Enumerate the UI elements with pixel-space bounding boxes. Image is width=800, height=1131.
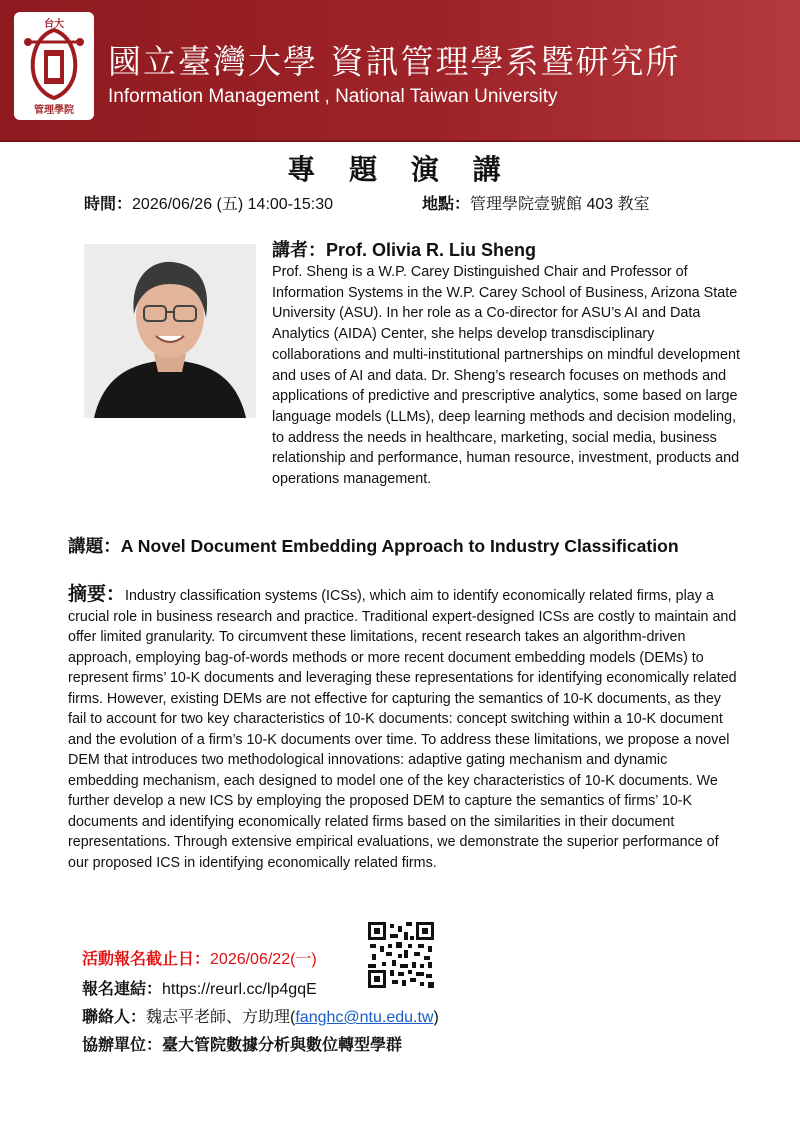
link-value[interactable]: https://reurl.cc/lp4gqE xyxy=(162,981,317,998)
event-time xyxy=(84,191,333,214)
speaker-label: 講者： xyxy=(272,240,326,261)
coorganizer-value: 臺大管院數據分析與數位轉型學群 xyxy=(162,1035,403,1054)
topic-title: A Novel Document Embedding Approach to Industry Classification xyxy=(120,536,679,556)
coorganizer-label: 協辦單位： xyxy=(82,1035,163,1054)
speaker-name xyxy=(272,236,536,262)
contact-names: 魏志平老師、方助理( xyxy=(146,1009,296,1026)
department-title-zh: 國立臺灣大學 資訊管理學系暨研究所 xyxy=(108,42,681,81)
time-label: 時間： xyxy=(84,194,133,213)
abstract xyxy=(68,584,740,873)
header-divider xyxy=(0,140,800,142)
logo-bottom-text: 管理學院 xyxy=(34,105,74,116)
registration-deadline xyxy=(82,946,317,969)
link-label: 報名連結： xyxy=(82,979,163,998)
logo-top-text: 台大 xyxy=(44,19,64,30)
contact-close: ) xyxy=(433,1009,439,1026)
location-value: 管理學院壹號館 403 教室 xyxy=(470,196,650,213)
college-seal-logo xyxy=(14,12,94,120)
deadline-value: 2026/06/22(一) xyxy=(210,951,317,968)
time-value: 2026/06/26 (五) 14:00-15:30 xyxy=(132,196,334,213)
abstract-text: Industry classification systems (ICSs), which aim to identify economically related firms, play a crucial role in business research and practice. Traditional expert-designed ICSs are costly to maintain and offer limited granularity. To circumvent these limitations, recent research takes an algorithm-driven approach, employing bag-of-words methods or more recent document embedding models (DEMs) to represent firms’ 10-K documents and leveraging these representations for identifying economically related firms. However, existing DEMs are not effective for capturing the semantics of 10-K documents, as they fail to account for two key characteristics of 10-K documents: concept switching within a 10-K document and the evolution of a firm’s 10-K documents over time. To address these limitations, we propose a novel DEM that introduces two methodological innovations: adaptive gating mechanism and dynamic embedding mechanism, each designed to model one of the key characteristics of 10-K documents. We further develop a new ICS by employing the proposed DEM to capture the semantics of firms’ 10-K documents and identifying economically related firms based on the similarities in their document representations. Through extensive empirical evaluations, we demonstrate the superior performance of our proposed ICS in identifying economically related firms. xyxy=(68,588,737,871)
location-label: 地點： xyxy=(422,194,471,213)
topic-label: 講題： xyxy=(68,536,121,557)
header-banner xyxy=(0,0,800,140)
registration-link xyxy=(82,976,317,999)
event-title: 專 題 演 講 xyxy=(287,153,513,186)
registration-qr-code[interactable] xyxy=(368,922,434,988)
speaker-bio: Prof. Sheng is a W.P. Carey Distinguished Chair and Professor of Information Systems in the W.P. Carey School of Business, Arizona State University (ASU). In her role as a Co-director for ASU’s AI and Data Analytics (AIDA) Center, she helps develop transdisciplinary collaborations and multi-institutional partnerships on mindful development and uses of AI and data. Dr. Sheng’s research focuses on methods and applications of predictive and prescriptive analytics, some based on large language models (LLMs), deep learning methods and decision modeling, to address the needs in healthcare, marketing, social media, business relationship and performance, human resource, investment, products and operations management. xyxy=(272,264,740,488)
contact-email-link[interactable]: fanghc@ntu.edu.tw xyxy=(295,1009,434,1026)
department-title-en: Information Management , National Taiwan University xyxy=(108,86,558,107)
co-organizer xyxy=(82,1032,402,1055)
event-location xyxy=(422,191,650,214)
deadline-label: 活動報名截止日： xyxy=(82,949,211,968)
abstract-label: 摘要： xyxy=(68,583,126,605)
contact-label: 聯絡人： xyxy=(82,1007,147,1026)
speaker-photo xyxy=(84,244,256,418)
contact-person xyxy=(82,1004,439,1027)
speaker-name-value: Prof. Olivia R. Liu Sheng xyxy=(326,240,537,260)
talk-topic xyxy=(68,533,679,558)
